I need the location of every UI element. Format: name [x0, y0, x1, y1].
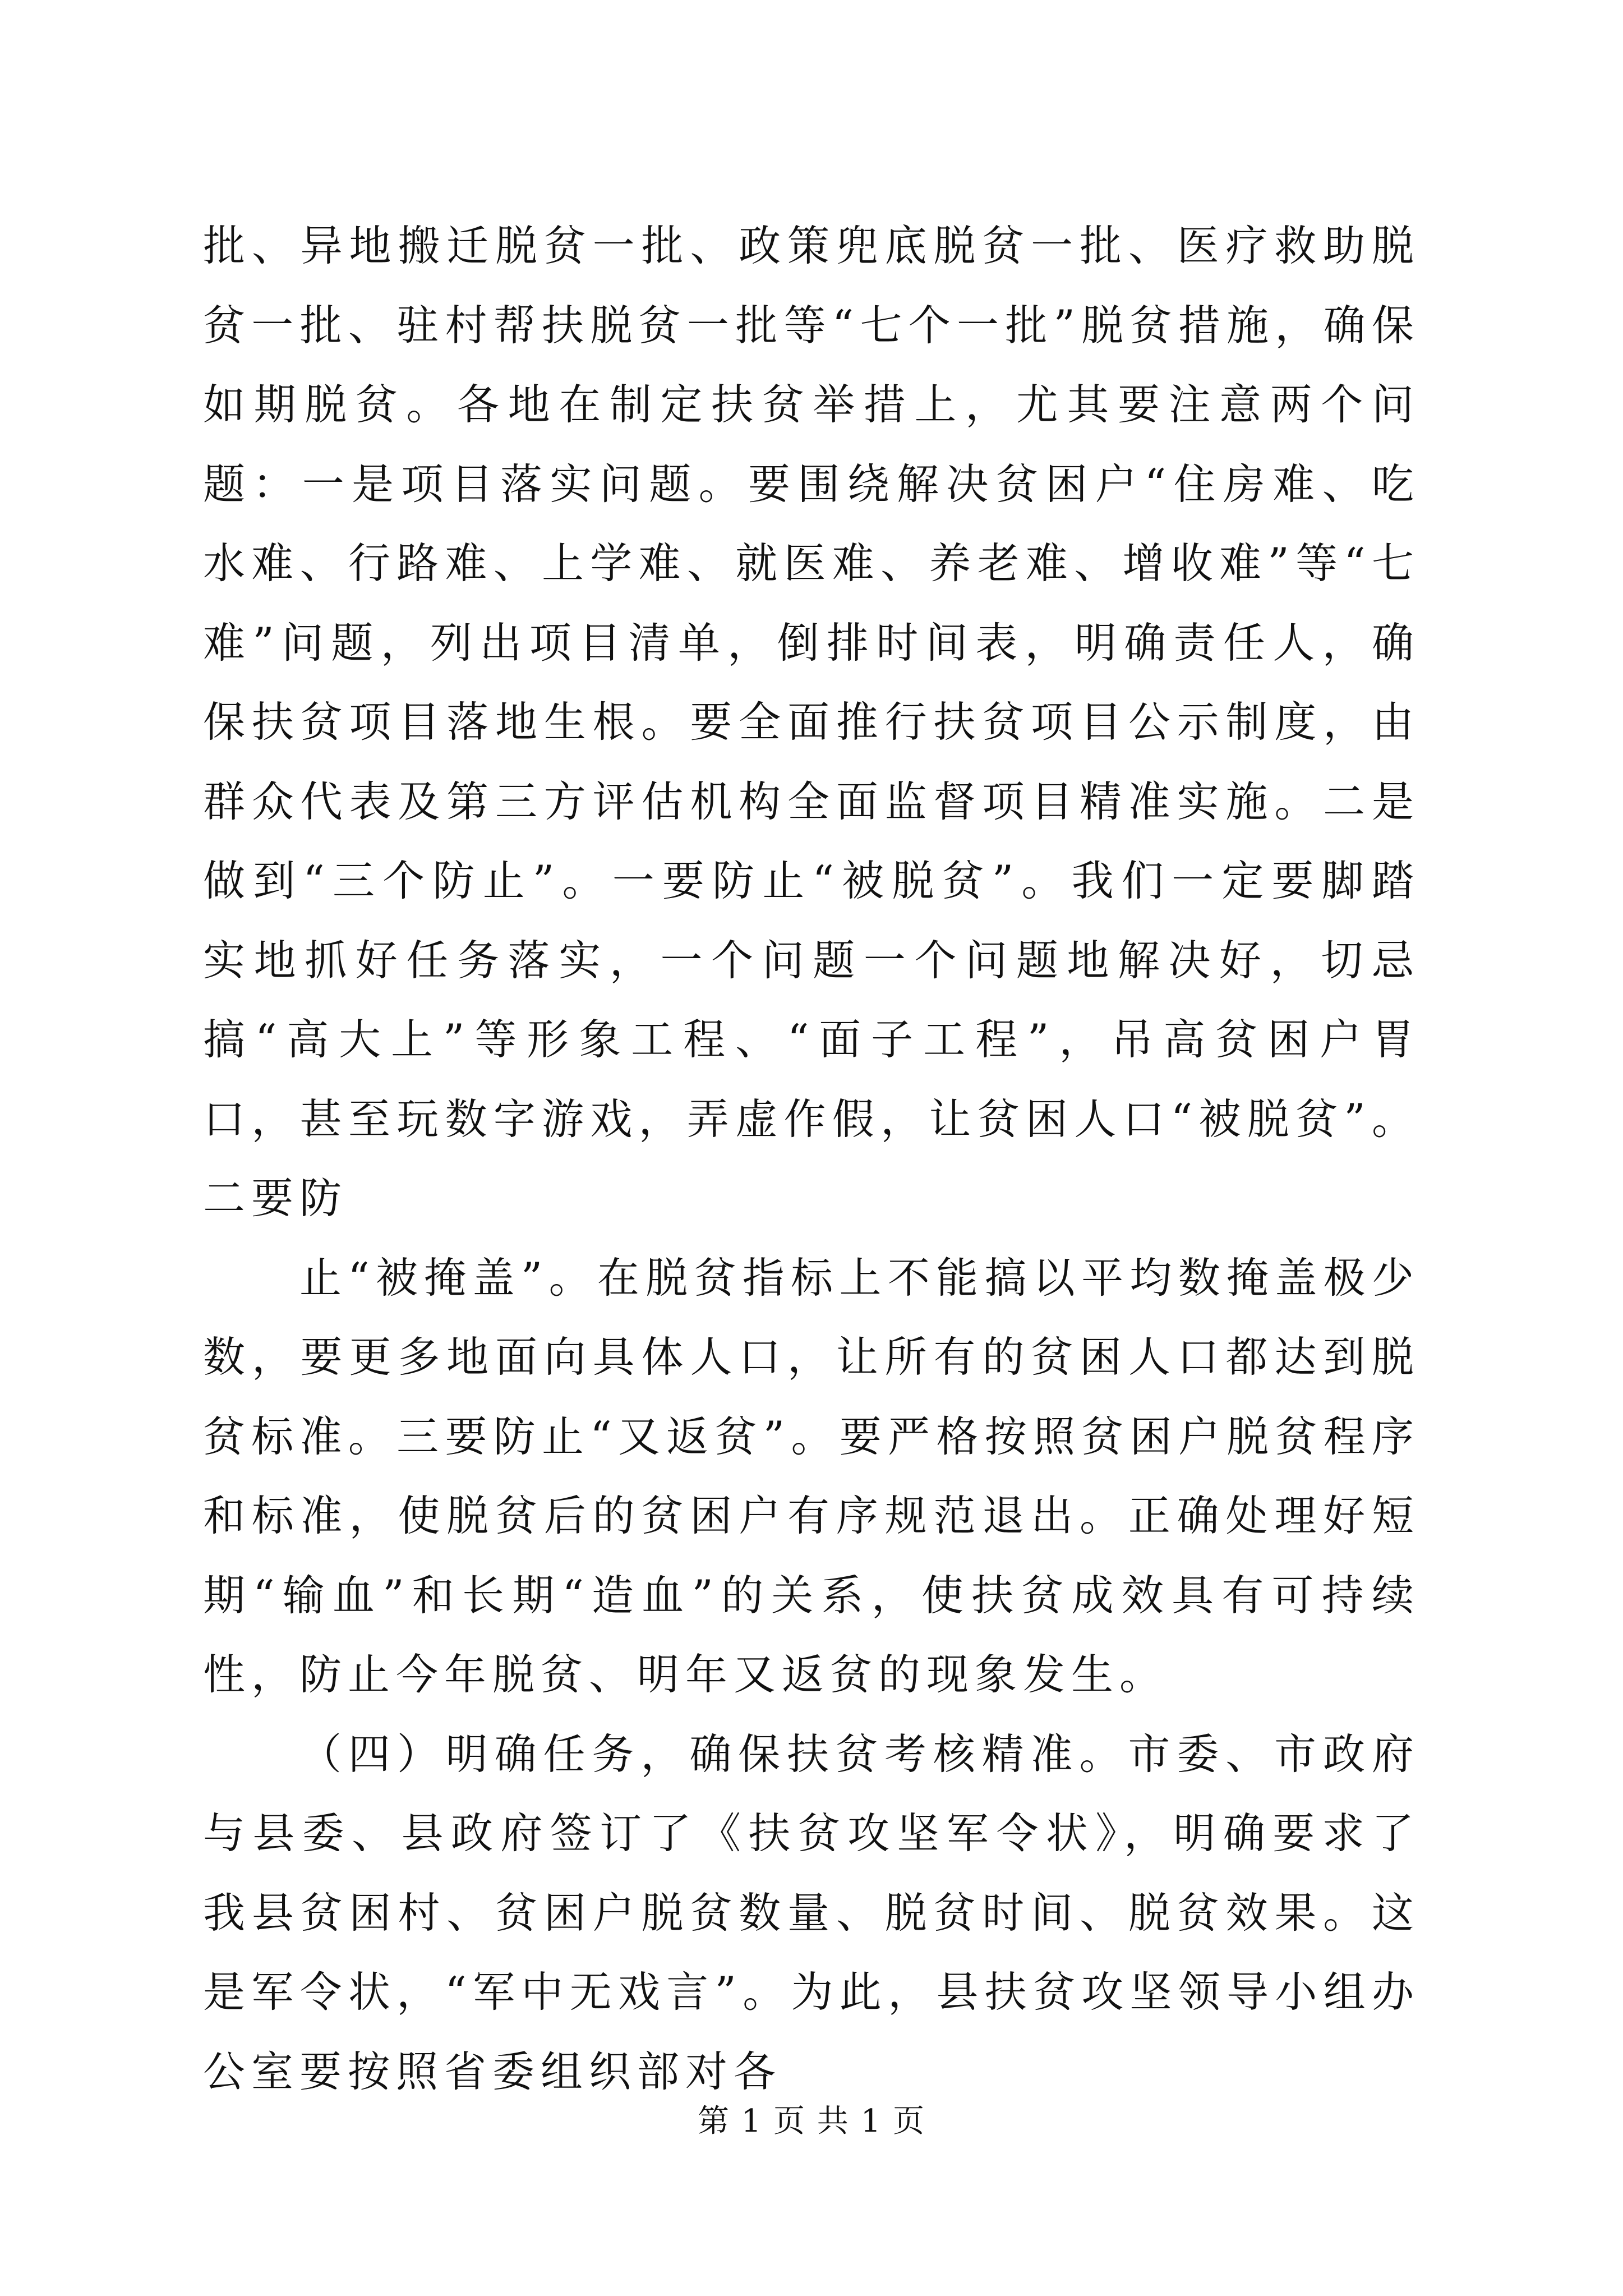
paragraph-2: 止“被掩盖”。在脱贫指标上不能搞以平均数掩盖极少数，要更多地面向具体人口，让所有的贫困人口都达到脱贫标准。三要防止“又返贫”。要严格按照贫困户脱贫程序和标准，使脱贫后的贫困户有序规范退出。正确处理好短期“输血”和长期“造血”的关系，使扶贫成效具有可持续性，防止今年脱贫、明年又返贫的现象发生。 — [203, 1253, 1420, 1699]
document-body — [203, 206, 1420, 2111]
page-number-footer: 第 1 页 共 1 页 — [697, 2103, 926, 2139]
paragraph-1: 批、异地搬迁脱贫一批、政策兜底脱贫一批、医疗救助脱贫一批、驻村帮扶脱贫一批等“七个一批”脱贫措施，确保如期脱贫。各地在制定扶贫举措上，尤其要注意两个问题：一是项目落实问题。要围绕解决贫困户“住房难、吃水难、行路难、上学难、就医难、养老难、增收难”等“七难”问题，列出项目清单，倒排时间表，明确责任人，确保扶贫项目落地生根。要全面推行扶贫项目公示制度，由群众代表及第三方评估机构全面监督项目精准实施。二是做到“三个防止”。一要防止“被脱贫”。我们一定要脚踏实地抓好任务落实，一个问题一个问题地解决好，切忌搞“高大上”等形象工程、“面子工程”，吊高贫困户胃口，甚至玩数字游戏，弄虚作假，让贫困人口“被脱贫”。二要防 — [203, 221, 1420, 1223]
paragraph-3: （四）明确任务，确保扶贫考核精准。市委、市政府与县委、县政府签订了《扶贫攻坚军令状》，明确要求了我县贫困村、贫困户脱贫数量、脱贫时间、脱贫效果。这是军令状，“军中无戏言”。为此，县扶贫攻坚领导小组办公室要按照省委组织部对各 — [203, 1729, 1420, 2096]
